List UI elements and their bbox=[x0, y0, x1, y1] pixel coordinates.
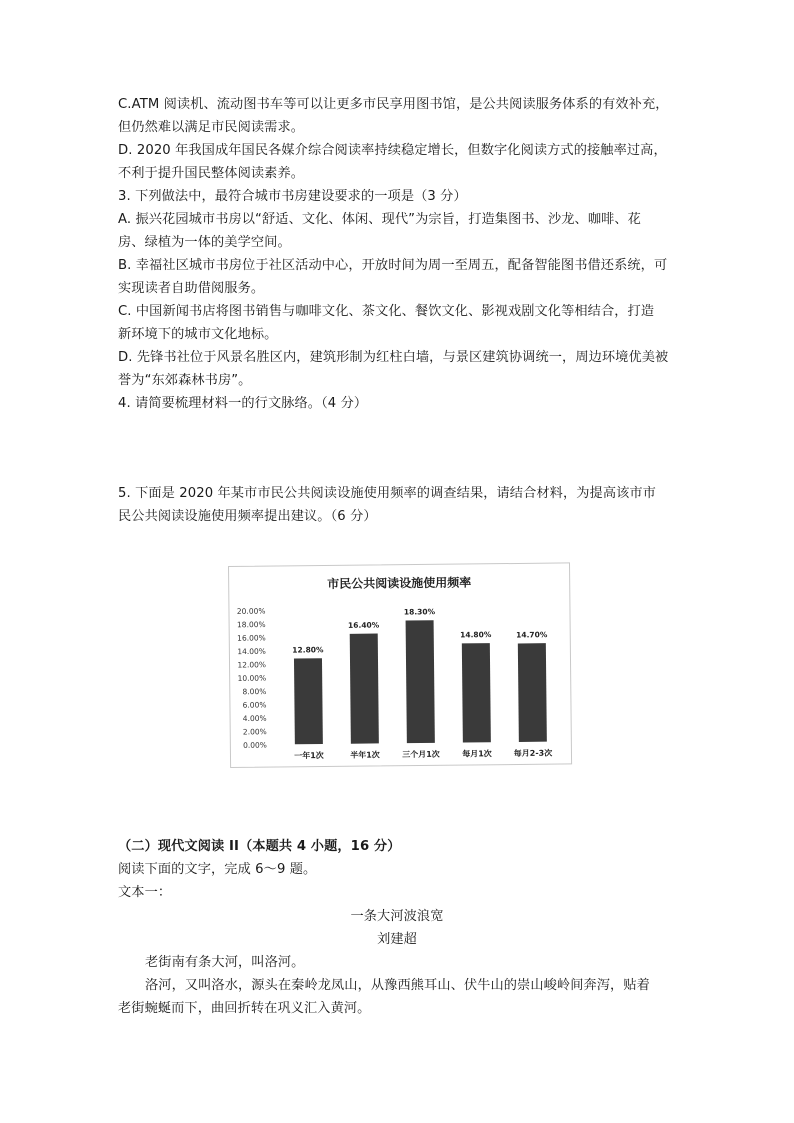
bar bbox=[350, 634, 379, 744]
option-c-line2: 但仍然难以满足市民阅读需求。 bbox=[118, 120, 305, 135]
y-tick-label: 0.00% bbox=[243, 740, 267, 750]
y-tick-label: 2.00% bbox=[242, 727, 267, 737]
q3-option-d-line1: D. 先锋书社位于风景名胜区内，建筑形制为红柱白墙，与景区建筑协调统一，周边环境优美被 bbox=[118, 350, 669, 365]
option-d-line1: D. 2020 年我国成年国民各媒介综合阅读率持续稳定增长，但数字化阅读方式的接触率过高， bbox=[118, 143, 667, 158]
x-tick-label: 三个月1次 bbox=[402, 749, 440, 760]
x-tick-label: 每月2-3次 bbox=[513, 748, 553, 759]
chart-title: 市民公共阅读设施使用频率 bbox=[327, 575, 472, 591]
bar bbox=[518, 643, 547, 742]
q3-option-c-line2: 新环境下的城市文化地标。 bbox=[118, 327, 278, 342]
reading-instruction: 阅读下面的文字，完成 6～9 题。 bbox=[118, 862, 317, 877]
q3-option-a-line1: A. 振兴花园城市书房以“舒适、文化、体闲、现代”为宗旨，打造集图书、沙龙、咖啡、花 bbox=[118, 212, 641, 227]
bar bbox=[462, 643, 491, 742]
y-tick-label: 8.00% bbox=[242, 687, 267, 697]
article-para-1: 老街南有条大河，叫洛河。 bbox=[145, 955, 305, 970]
q3-option-c-line1: C. 中国新闻书店将图书销售与咖啡文化、茶文化、餐饮文化、影视戏剧文化等相结合，打造 bbox=[118, 304, 655, 319]
question-5-line2: 民公共阅读设施使用频率提出建议。（6 分） bbox=[118, 509, 377, 524]
y-tick-label: 14.00% bbox=[237, 646, 266, 657]
y-tick-label: 20.00% bbox=[236, 606, 266, 616]
article-title: 一条大河波浪宽 bbox=[350, 909, 444, 924]
q3-option-b-line1: B. 幸福社区城市书房位于社区活动中心，开放时间为周一至周五，配备智能图书借还系统，可 bbox=[118, 258, 668, 273]
q3-option-b-line2: 实现读者自助借阅服务。 bbox=[118, 281, 265, 296]
option-c-line1: C.ATM 阅读机、流动图书车等可以让更多市民享用图书馆，是公共阅读服务体系的有效补充， bbox=[118, 97, 669, 112]
data-label: 12.80% bbox=[292, 645, 324, 655]
article-para-2-line1: 洛河，又叫洛水，源头在秦岭龙凤山，从豫西熊耳山、伏牛山的崇山峻岭间奔泻，贴着 bbox=[145, 978, 650, 993]
article-author: 刘建超 bbox=[377, 932, 417, 947]
y-tick-label: 16.00% bbox=[237, 633, 266, 643]
y-tick-label: 6.00% bbox=[242, 700, 267, 710]
y-tick-label: 12.00% bbox=[237, 660, 267, 670]
bar-chart-svg bbox=[229, 563, 571, 767]
data-label: 14.80% bbox=[460, 630, 492, 640]
q3-option-a-line2: 房、绿植为一体的美学空间。 bbox=[118, 235, 291, 250]
x-tick-label: 一年1次 bbox=[294, 751, 324, 761]
text-one-label: 文本一： bbox=[118, 885, 172, 900]
bar bbox=[406, 620, 435, 743]
question-3: 3. 下列做法中，最符合城市书房建设要求的一项是（3 分） bbox=[118, 189, 467, 204]
y-tick-label: 4.00% bbox=[242, 713, 267, 724]
q3-option-d-line2: 誉为“东郊森林书房”。 bbox=[118, 373, 252, 388]
section-heading: （二）现代文阅读 II（本题共 4 小题，16 分） bbox=[118, 839, 401, 854]
bar bbox=[294, 658, 323, 744]
question-4: 4. 请简要梳理材料一的行文脉络。（4 分） bbox=[118, 396, 368, 411]
usage-frequency-chart bbox=[228, 562, 572, 768]
question-5-line1: 5. 下面是 2020 年某市市民公共阅读设施使用频率的调查结果，请结合材料，为提高该市市 bbox=[118, 486, 656, 501]
data-label: 18.30% bbox=[403, 607, 436, 617]
option-d-line2: 不利于提升国民整体阅读素养。 bbox=[118, 166, 305, 181]
x-tick-label: 半年1次 bbox=[350, 750, 380, 760]
data-label: 14.70% bbox=[516, 630, 548, 640]
y-tick-label: 18.00% bbox=[236, 620, 266, 630]
article-para-2-line2: 老街蜿蜒而下，曲回折转在巩义汇入黄河。 bbox=[118, 1001, 371, 1016]
data-label: 16.40% bbox=[347, 620, 380, 630]
x-tick-label: 每月1次 bbox=[462, 749, 492, 759]
y-tick-label: 10.00% bbox=[237, 673, 267, 683]
